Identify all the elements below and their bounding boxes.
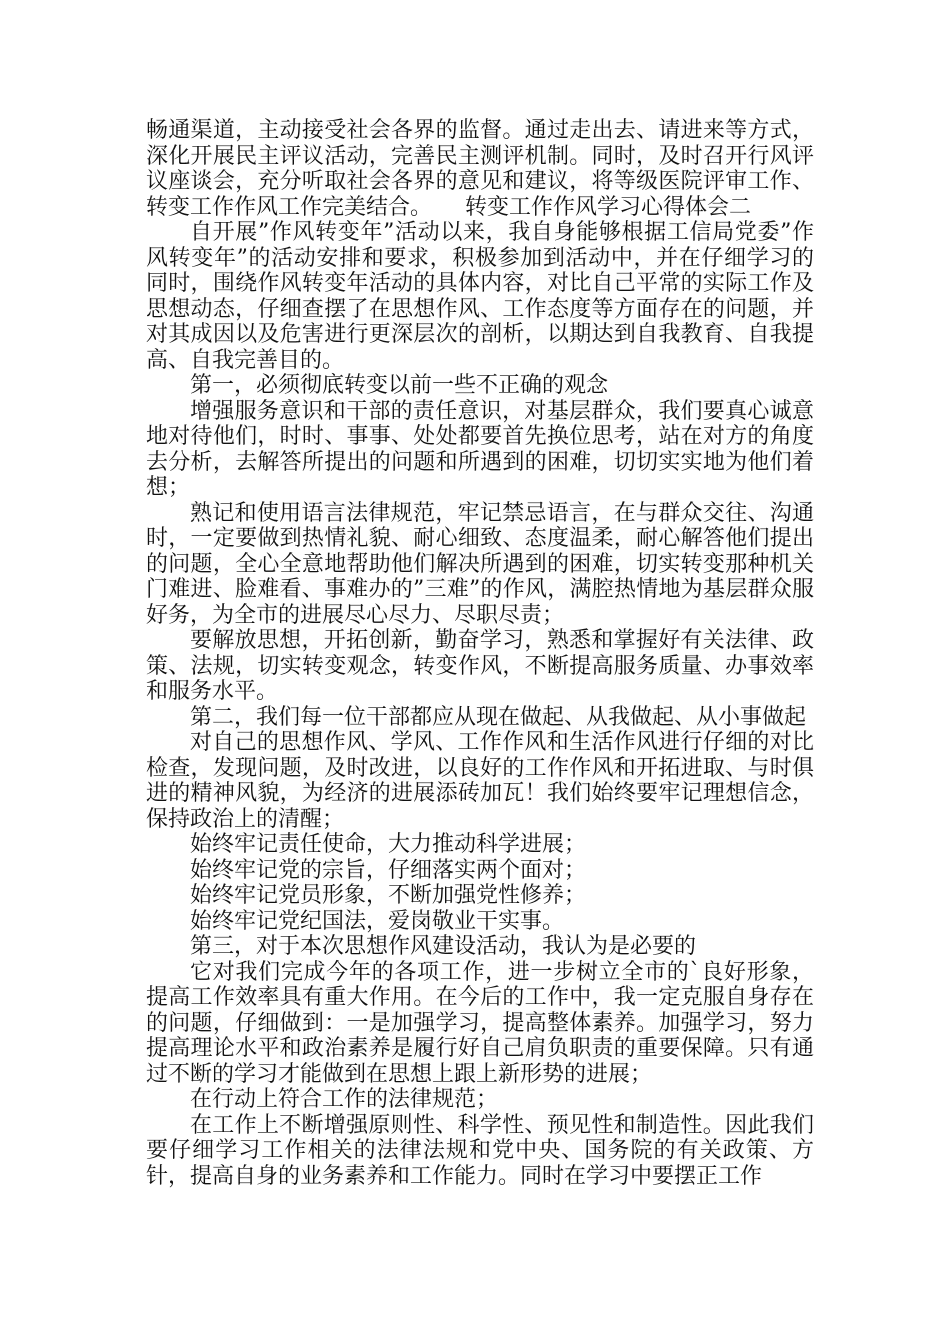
paragraph-12: 始终牢记党纪国法，爱岗敬业干实事。 <box>190 908 565 934</box>
paragraph-6: 要解放思想，开拓创新，勤奋学习，熟悉和掌握好有关法律、政策、法规，切实转变观念，转变作风，不断提高服务质量、办事效率和服务水平。 <box>146 628 814 704</box>
paragraph-1 <box>146 118 814 220</box>
paragraph-text: 畅通渠道，主动接受社会各界的监督。通过走出去、请进来等方式，深化开展民主评议活动，完善民主测评机制。同时，及时召开行风评议座谈会，充分听取社会各界的意见和建议，将等级医院评审工作、转变工作作风工作完美结合。 <box>146 118 814 220</box>
heading-point-two: 第二，我们每一位干部都应从现在做起、从我做起、从小事做起 <box>190 704 807 730</box>
document-body <box>146 118 814 1189</box>
section-title: 转变工作作风学习心得体会二 <box>465 194 752 220</box>
paragraph-5: 熟记和使用语言法律规范，牢记禁忌语言，在与群众交往、沟通时，一定要做到热情礼貌、耐心细致、态度温柔，耐心解答他们提出的问题，全心全意地帮助他们解决所遇到的困难，切实转变那种机关门难进、脸难看、事难办的”三难”的作风，满腔热情地为基层群众服好务，为全市的进展尽心尽力、尽职尽责； <box>146 500 814 628</box>
paragraph-2: 自开展”作风转变年”活动以来，我自身能够根据工信局党委”作风转变年”的活动安排和要求，积极参加到活动中，并在仔细学习的同时，围绕作风转变年活动的具体内容，对比自己平常的实际工作及思想动态，仔细查摆了在思想作风、工作态度等方面存在的问题，并对其成因以及危害进行更深层次的剖析，以期达到自我教育、自我提高、自我完善目的。 <box>146 220 814 373</box>
heading-point-three: 第三，对于本次思想作风建设活动，我认为是必要的 <box>190 934 697 959</box>
paragraph-9: 始终牢记责任使命，大力推动科学进展； <box>190 832 587 857</box>
paragraph-10: 始终牢记党的宗旨，仔细落实两个面对； <box>190 857 587 883</box>
paragraph-4: 增强服务意识和干部的责任意识，对基层群众，我们要真心诚意地对待他们，时时、事事、处处都要首先换位思考，站在对方的角度去分析，去解答所提出的问题和所遇到的困难，切切实实地为他们着想； <box>146 398 814 500</box>
paragraph-14: 它对我们完成今年的各项工作，进一步树立全市的`良好形象，提高工作效率具有重大作用。在今后的工作中，我一定克服自身存在的问题，仔细做到：一是加强学习，提高整体素养。加强学习，努力提高理论水平和政治素养是履行好自己肩负职责的重要保障。只有通过不断的学习才能做到在思想上跟上新形势的进展； <box>146 959 814 1087</box>
paragraph-8: 对自己的思想作风、学风、工作作风和生活作风进行仔细的对比检查，发现问题，及时改进，以良好的工作作风和开拓进取、与时俱进的精神风貌，为经济的进展添砖加瓦！我们始终要牢记理想信念，保持政治上的清醒； <box>146 730 814 832</box>
paragraph-16: 在工作上不断增强原则性、科学性、预见性和制造性。因此我们要仔细学习工作相关的法律法规和党中央、国务院的有关政策、方针，提高自身的业务素养和工作能力。同时在学习中要摆正工作 <box>146 1112 814 1189</box>
paragraph-15: 在行动上符合工作的法律规范； <box>190 1087 499 1112</box>
heading-point-one: 第一，必须彻底转变以前一些不正确的观念 <box>190 373 609 398</box>
paragraph-11: 始终牢记党员形象，不断加强党性修养； <box>190 883 587 908</box>
